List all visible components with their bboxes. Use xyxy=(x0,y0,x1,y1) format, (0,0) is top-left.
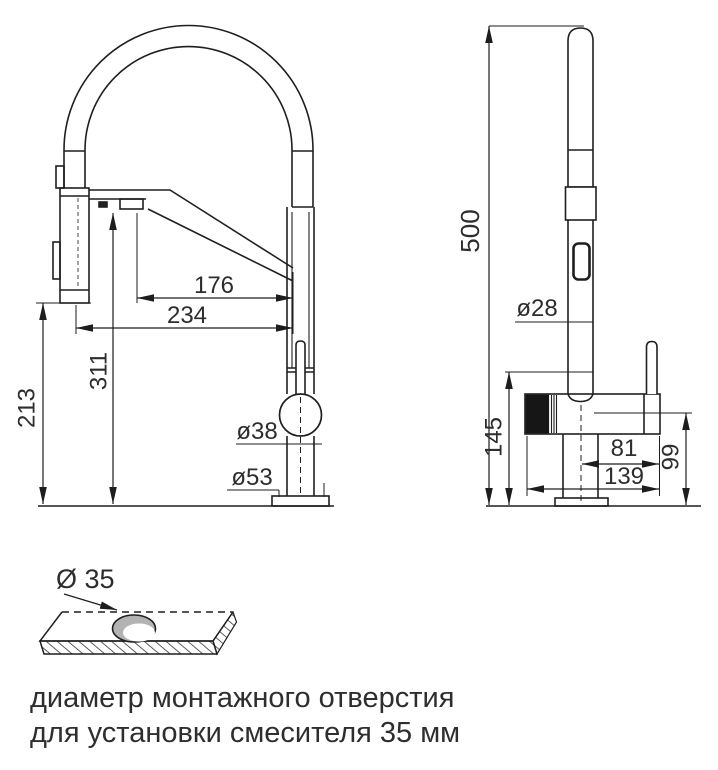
dim-label-234: 234 xyxy=(166,302,208,329)
dim-label-dia28: ø28 xyxy=(516,295,558,322)
caption-line-2: для установки смесителя 35 мм xyxy=(30,717,461,749)
dim-label-500: 500 xyxy=(455,209,485,253)
mounting-hole-detail xyxy=(40,594,237,654)
hole-leader-line xyxy=(64,594,117,610)
side-column-collar xyxy=(566,187,597,220)
dim-label-139: 139 xyxy=(603,463,645,490)
spout-outlet-dot xyxy=(99,202,107,207)
spray-head-mount xyxy=(56,166,64,188)
dim-label-dia38: ø38 xyxy=(236,418,278,445)
aerator-block xyxy=(526,395,550,434)
countertop-front-face xyxy=(40,641,217,654)
hole-diameter-label: Ø 35 xyxy=(56,564,115,594)
mounting-hole-highlight xyxy=(123,624,155,642)
dim-label-81: 81 xyxy=(610,435,638,462)
hose-inner-arc xyxy=(85,47,292,150)
spout-arm-clip xyxy=(120,199,143,209)
side-view-drawing xyxy=(486,28,701,506)
handle-lever-front xyxy=(296,341,305,394)
handle-lever-side xyxy=(647,342,658,395)
front-view-dimension-labels xyxy=(14,272,278,491)
dim-label-213: 213 xyxy=(13,387,41,429)
front-view-drawing xyxy=(38,25,334,506)
spray-head xyxy=(60,188,89,303)
dim-label-dia53: ø53 xyxy=(231,464,273,491)
hose-outer-arc xyxy=(64,25,313,150)
dim-label-99: 99 xyxy=(657,443,685,471)
spray-head-clip xyxy=(53,242,60,279)
base-flange-front xyxy=(272,496,329,506)
spout-arm-bottom xyxy=(89,199,293,281)
dim-label-176: 176 xyxy=(193,272,235,299)
dim-label-145: 145 xyxy=(480,416,508,458)
caption-line-1: диаметр монтажного отверстия xyxy=(30,682,455,714)
dim-label-311: 311 xyxy=(85,351,113,391)
front-view-dimensions xyxy=(36,213,324,504)
